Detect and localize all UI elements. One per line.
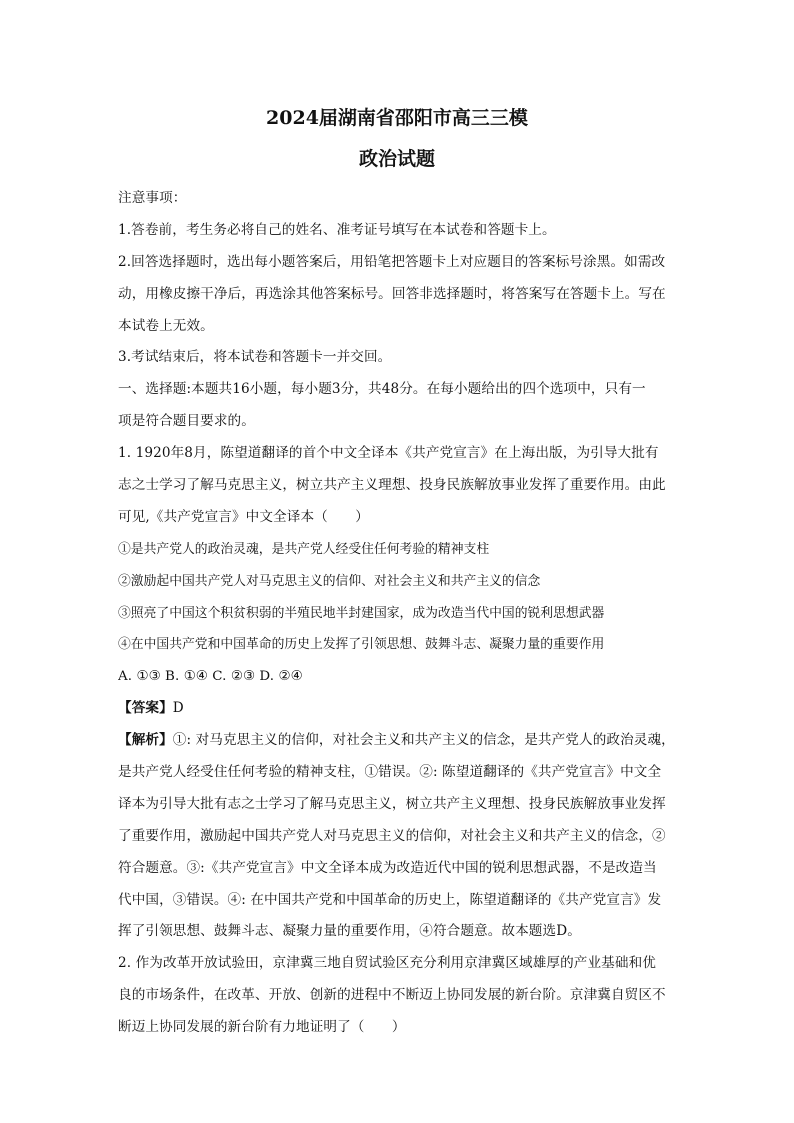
question-1-answer (118, 693, 678, 725)
analysis-text: ①: 对马克思主义的信仰，对社会主义和共产主义的信念，是共产党人的政治灵魂， (172, 732, 675, 749)
document-title: 2024届湖南省邵阳市高三三模 (266, 107, 528, 129)
notes-heading: 注意事项： (118, 190, 187, 206)
document-body (118, 183, 678, 1044)
notes-line: 2.回答选择题时，选出每小题答案后，用铅笔把答题卡上对应题目的答案标号涂黑。如需改 (118, 253, 666, 270)
question-1-analysis-line: 符合题意。③:《共产党宣言》中文全译本成为改造近代中国的锐利思想武器，不是改造当 (118, 859, 657, 876)
question-1-statement: ②激励起中国共产党人对马克思主义的信仰、对社会主义和共产主义的信念 (118, 573, 541, 589)
notes-line: 本试卷上无效。 (118, 317, 214, 334)
section-heading-cont: 项是符合题目要求的。 (118, 413, 255, 430)
document-subtitle: 政治试题 (358, 148, 435, 170)
analysis-label: 【解析】 (118, 732, 173, 749)
question-1-analysis-line: 译本为引导大批有志之士学习了解马克思主义，树立共产主义理想、投身民族解放事业发挥 (118, 795, 666, 812)
notes-line: 1.答卷前，考生务必将自己的姓名、准考证号填写在本试卷和答题卡上。 (118, 221, 556, 238)
question-1-analysis-line: 挥了引领思想、鼓舞斗志、凝聚力量的重要作用，④符合题意。故本题选D。 (118, 923, 581, 940)
question-2-stem: 断迈上协同发展的新台阶有力地证明了（ ） (118, 1019, 406, 1036)
notes-line: 3.考试结束后，将本试卷和答题卡一并交回。 (118, 349, 392, 366)
answer-value: D (172, 700, 184, 717)
section-heading: 一、选择题:本题共16小题，每小题3分，共48分。在每小题给出的四个选项中，只有一 (118, 381, 646, 398)
question-1-options: A. ①③ B. ①④ C. ②③ D. ②④ (118, 669, 303, 685)
question-1-statement: ③照亮了中国这个积贫积弱的半殖民地半封建国家，成为改造当代中国的锐利思想武器 (118, 605, 605, 621)
question-1-analysis-line: 了重要作用，激励起中国共产党人对马克思主义的信仰，对社会主义和共产主义的信念，② (118, 827, 666, 844)
answer-label: 【答案】 (118, 700, 173, 717)
notes-line: 动，用橡皮擦干净后，再选涂其他答案标号。回答非选择题时，将答案写在答题卡上。写在 (118, 285, 666, 302)
question-1-statement: ①是共产党人的政治灵魂，是共产党人经受住任何考验的精神支柱 (118, 541, 490, 557)
question-1-analysis-line: 代中国，③错误。④: 在中国共产党和中国革命的历史上，陈望道翻译的《共产党宣言》发 (118, 891, 662, 908)
question-1-stem: 志之士学习了解马克思主义，树立共产主义理想、投身民族解放事业发挥了重要作用。由此 (118, 477, 666, 494)
question-2-stem: 2. 作为改革开放试验田，京津冀三地自贸试验区充分利用京津冀区域雄厚的产业基础和优 (118, 955, 656, 972)
question-1-stem: 1. 1920年8月，陈望道翻译的首个中文全译本《共产党宣言》在上海出版，为引导大批有 (118, 445, 659, 462)
question-1-analysis-line: 是共产党人经受住任何考验的精神支柱，①错误。②: 陈望道翻译的《共产党宣言》中文全 (118, 764, 662, 781)
question-2-stem: 良的市场条件，在改革、开放、创新的进程中不断迈上协同发展的新台阶。京津冀自贸区不 (118, 987, 666, 1004)
question-1-analysis (118, 725, 678, 757)
question-1-statement: ④在中国共产党和中国革命的历史上发挥了引领思想、鼓舞斗志、凝聚力量的重要作用 (118, 637, 605, 653)
question-1-stem: 可见,《共产党宣言》中文全译本（ ） (118, 508, 369, 525)
